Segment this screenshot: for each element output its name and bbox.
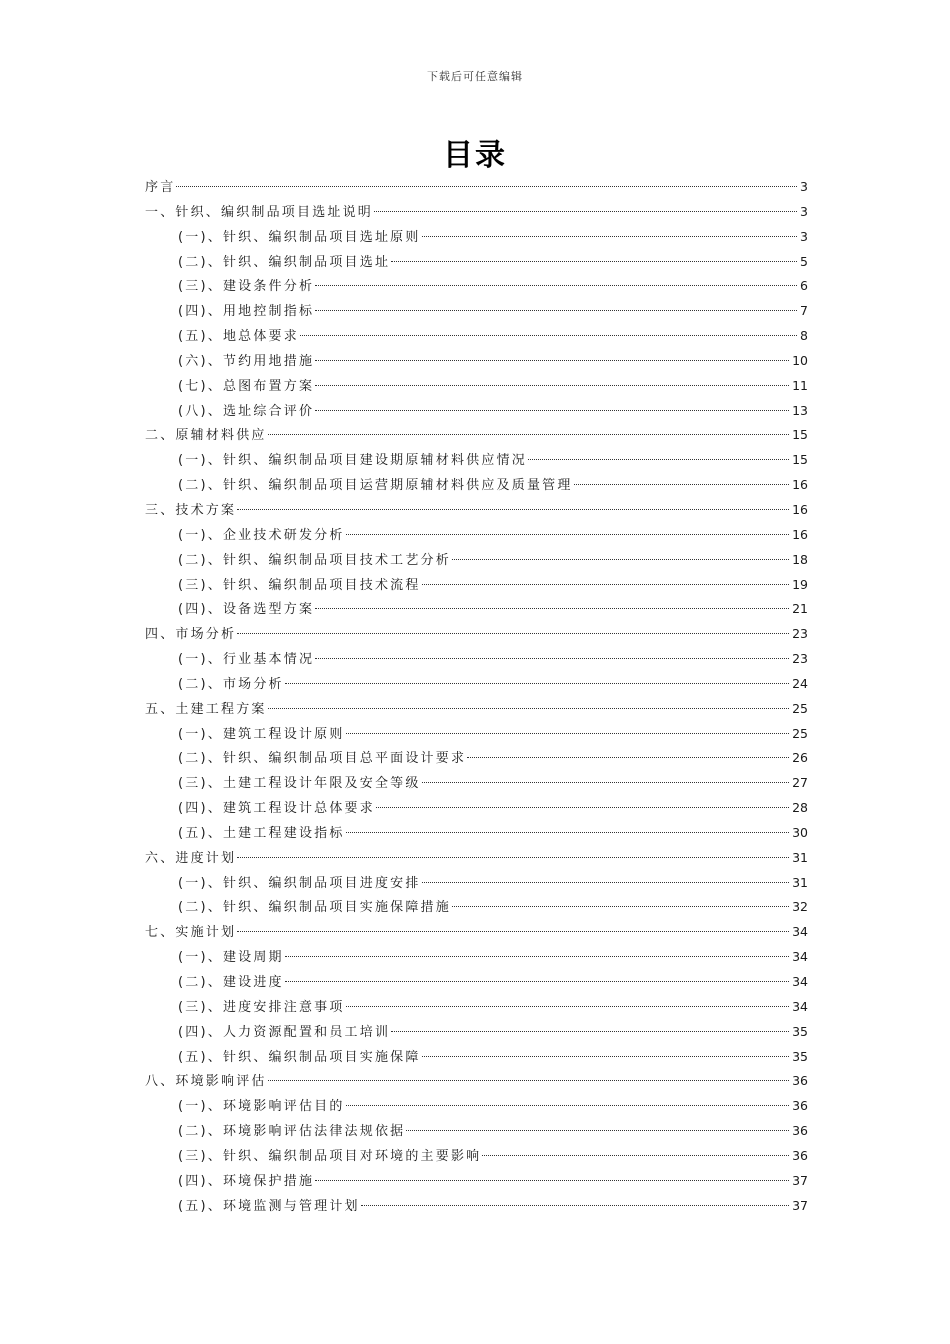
toc-dot-leader [285, 683, 789, 684]
toc-entry[interactable] [145, 871, 808, 896]
toc-entry[interactable] [145, 1020, 808, 1045]
toc-entry[interactable] [145, 1144, 808, 1169]
toc-dot-leader [315, 310, 797, 311]
toc-dot-leader [237, 931, 789, 932]
toc-entry-label: (三)、针织、编织制品项目对环境的主要影响 [178, 1148, 482, 1164]
toc-entry-page: 35 [792, 1023, 808, 1039]
toc-entry-page: 34 [792, 974, 808, 989]
toc-entry-page: 7 [800, 303, 808, 319]
toc-entry-page: 26 [792, 750, 808, 766]
toc-entry-label: (三)、针织、编织制品项目技术流程 [178, 577, 421, 593]
toc-entry-label: (五)、针织、编织制品项目实施保障 [178, 1049, 421, 1065]
toc-entry[interactable] [145, 324, 808, 349]
header-note: 下载后可任意编辑 [427, 70, 523, 83]
toc-entry[interactable] [145, 498, 808, 523]
toc-entry-page: 11 [792, 377, 808, 393]
toc-entry-page: 16 [792, 477, 808, 493]
toc-entry-page: 15 [792, 452, 808, 468]
toc-entry-label: (一)、建设周期 [178, 950, 284, 966]
toc-dot-leader [346, 1006, 790, 1007]
toc-entry-page: 15 [792, 427, 808, 443]
toc-dot-leader [268, 708, 789, 709]
toc-entry[interactable] [145, 647, 808, 672]
toc-entry[interactable] [145, 175, 808, 200]
toc-entry-label: (一)、针织、编织制品项目建设期原辅材料供应情况 [178, 453, 527, 469]
toc-entry-label: (二)、针织、编织制品项目总平面设计要求 [178, 751, 467, 767]
toc-dot-leader [237, 857, 789, 858]
toc-dot-leader [315, 410, 789, 411]
toc-dot-leader [346, 733, 790, 734]
toc-entry-page: 36 [792, 1147, 808, 1163]
toc-entry-page: 16 [792, 501, 808, 517]
toc-entry-page: 25 [792, 700, 808, 716]
toc-dot-leader [268, 1080, 789, 1081]
toc-entry-label: (五)、环境监测与管理计划 [178, 1198, 360, 1214]
toc-entry-label: 三、技术方案 [145, 502, 237, 518]
toc-entry-page: 31 [792, 849, 808, 865]
toc-entry-page: 34 [792, 949, 808, 965]
toc-entry[interactable] [145, 200, 808, 225]
toc-dot-leader [422, 1056, 790, 1057]
toc-dot-leader [315, 608, 789, 609]
toc-entry[interactable] [145, 1094, 808, 1119]
toc-entry[interactable] [145, 225, 808, 250]
toc-entry-label: (二)、针织、编织制品项目实施保障措施 [178, 900, 451, 916]
toc-dot-leader [361, 1205, 789, 1206]
toc-dot-leader [237, 633, 789, 634]
toc-entry[interactable] [145, 622, 808, 647]
toc-entry[interactable] [145, 299, 808, 324]
toc-dot-leader [422, 236, 798, 237]
toc-entry[interactable] [145, 548, 808, 573]
toc-entry[interactable] [145, 821, 808, 846]
table-of-contents [145, 175, 808, 1218]
toc-entry[interactable] [145, 672, 808, 697]
toc-dot-leader [315, 385, 789, 386]
toc-entry-page: 18 [792, 551, 808, 567]
toc-entry-page: 3 [800, 203, 808, 219]
toc-entry-label: 八、环境影响评估 [145, 1074, 267, 1090]
toc-entry-page: 6 [800, 278, 808, 294]
toc-dot-leader [467, 757, 789, 758]
page-title: 目录 [443, 138, 507, 173]
toc-entry-label: 序言 [145, 180, 176, 195]
toc-entry-label: 七、实施计划 [145, 925, 237, 941]
toc-entry[interactable] [145, 846, 808, 871]
toc-entry-page: 35 [792, 1048, 808, 1064]
toc-entry-label: (一)、针织、编织制品项目选址原则 [178, 229, 421, 245]
toc-dot-leader [422, 782, 790, 783]
toc-entry-page: 8 [800, 328, 808, 344]
toc-dot-leader [285, 981, 789, 982]
toc-entry-label: (八)、选址综合评价 [178, 403, 315, 419]
toc-dot-leader [422, 882, 790, 883]
toc-entry-label: (二)、针织、编织制品项目技术工艺分析 [178, 552, 451, 568]
toc-entry[interactable] [145, 523, 808, 548]
toc-entry-label: (二)、建设进度 [178, 975, 284, 990]
toc-dot-leader [268, 434, 789, 435]
toc-entry[interactable] [145, 722, 808, 747]
toc-entry[interactable] [145, 349, 808, 374]
toc-entry[interactable] [145, 1169, 808, 1194]
toc-entry-page: 10 [792, 352, 808, 368]
toc-entry-label: 六、进度计划 [145, 850, 237, 866]
toc-entry-page: 16 [792, 526, 808, 542]
toc-dot-leader [315, 285, 797, 286]
toc-dot-leader [315, 360, 789, 361]
toc-entry[interactable] [145, 796, 808, 821]
toc-entry-label: (三)、建设条件分析 [178, 279, 315, 295]
toc-dot-leader [346, 534, 790, 535]
toc-dot-leader [406, 1130, 789, 1131]
toc-entry-page: 32 [792, 899, 808, 915]
toc-entry[interactable] [145, 1194, 808, 1219]
toc-dot-leader [285, 956, 789, 957]
toc-entry[interactable] [145, 448, 808, 473]
toc-entry[interactable] [145, 920, 808, 945]
toc-dot-leader [374, 211, 797, 212]
toc-dot-leader [346, 1105, 790, 1106]
toc-entry-label: (一)、行业基本情况 [178, 652, 315, 668]
toc-entry-label: (二)、环境影响评估法律法规依据 [178, 1124, 406, 1140]
toc-entry-label: 五、土建工程方案 [145, 701, 267, 717]
toc-entry-label: (一)、企业技术研发分析 [178, 527, 345, 543]
toc-entry-page: 3 [800, 228, 808, 244]
toc-entry-page: 34 [792, 998, 808, 1014]
toc-entry[interactable] [145, 374, 808, 399]
toc-entry-label: (二)、针织、编织制品项目运营期原辅材料供应及质量管理 [178, 478, 573, 494]
toc-entry[interactable] [145, 895, 808, 920]
toc-dot-leader [315, 658, 789, 659]
toc-entry-page: 28 [792, 800, 808, 816]
toc-entry[interactable] [145, 697, 808, 722]
toc-dot-leader [346, 832, 790, 833]
toc-dot-leader [452, 906, 789, 907]
toc-dot-leader [237, 509, 789, 510]
toc-entry-page: 23 [792, 651, 808, 667]
toc-entry-label: (三)、土建工程设计年限及安全等级 [178, 776, 421, 792]
toc-dot-leader [574, 484, 790, 485]
toc-entry[interactable] [145, 945, 808, 970]
toc-entry[interactable] [145, 1119, 808, 1144]
toc-entry-label: (五)、土建工程建设指标 [178, 825, 345, 841]
toc-entry-label: (五)、地总体要求 [178, 329, 299, 345]
toc-entry-label: (三)、进度安排注意事项 [178, 999, 345, 1015]
toc-entry[interactable] [145, 970, 808, 995]
toc-entry-label: 二、原辅材料供应 [145, 428, 267, 444]
toc-dot-leader [422, 584, 790, 585]
toc-entry-page: 27 [792, 775, 808, 791]
toc-entry[interactable] [145, 274, 808, 299]
toc-entry-page: 25 [792, 725, 808, 741]
toc-entry-page: 36 [792, 1123, 808, 1139]
toc-dot-leader [391, 261, 797, 262]
toc-entry-label: (七)、总图布置方案 [178, 378, 315, 394]
toc-entry-label: (二)、针织、编织制品项目选址 [178, 254, 391, 270]
toc-dot-leader [315, 1180, 789, 1181]
toc-entry-page: 5 [800, 253, 808, 269]
toc-entry-page: 31 [792, 874, 808, 890]
toc-entry-label: (一)、建筑工程设计原则 [178, 726, 345, 742]
toc-dot-leader [452, 559, 789, 560]
toc-entry[interactable] [145, 597, 808, 622]
toc-entry-page: 36 [792, 1098, 808, 1114]
toc-entry-label: (二)、市场分析 [178, 676, 284, 692]
toc-entry-label: (一)、针织、编织制品项目进度安排 [178, 875, 421, 891]
toc-entry-label: (一)、环境影响评估目的 [178, 1099, 345, 1115]
toc-entry[interactable] [145, 573, 808, 598]
toc-entry-label: (四)、用地控制指标 [178, 304, 315, 320]
toc-entry[interactable] [145, 1069, 808, 1094]
toc-entry[interactable] [145, 250, 808, 275]
toc-entry-page: 30 [792, 824, 808, 840]
toc-entry-page: 23 [792, 626, 808, 642]
toc-entry[interactable] [145, 473, 808, 498]
toc-entry-label: 一、针织、编织制品项目选址说明 [145, 204, 374, 220]
toc-entry[interactable] [145, 423, 808, 448]
toc-dot-leader [482, 1155, 789, 1156]
toc-entry[interactable] [145, 995, 808, 1020]
toc-entry-page: 36 [792, 1073, 808, 1089]
toc-dot-leader [391, 1031, 789, 1032]
toc-entry-page: 3 [800, 179, 808, 194]
toc-entry-label: (六)、节约用地措施 [178, 353, 315, 369]
toc-entry-page: 34 [792, 924, 808, 940]
toc-entry[interactable] [145, 771, 808, 796]
toc-entry-page: 13 [792, 402, 808, 418]
toc-entry-label: (四)、人力资源配置和员工培训 [178, 1024, 391, 1040]
toc-entry[interactable] [145, 1045, 808, 1070]
toc-entry-label: (四)、环境保护措施 [178, 1173, 315, 1189]
toc-entry[interactable] [145, 746, 808, 771]
toc-entry-page: 24 [792, 675, 808, 691]
toc-dot-leader [300, 335, 797, 336]
toc-entry-page: 37 [792, 1172, 808, 1188]
toc-entry-label: 四、市场分析 [145, 627, 237, 643]
toc-dot-leader [528, 459, 789, 460]
toc-entry-page: 37 [792, 1197, 808, 1213]
toc-entry[interactable] [145, 399, 808, 424]
toc-dot-leader [376, 807, 789, 808]
toc-entry-label: (四)、设备选型方案 [178, 602, 315, 618]
toc-entry-label: (四)、建筑工程设计总体要求 [178, 801, 375, 817]
toc-entry-page: 19 [792, 576, 808, 592]
toc-entry-page: 21 [792, 601, 808, 617]
toc-dot-leader [176, 186, 797, 187]
